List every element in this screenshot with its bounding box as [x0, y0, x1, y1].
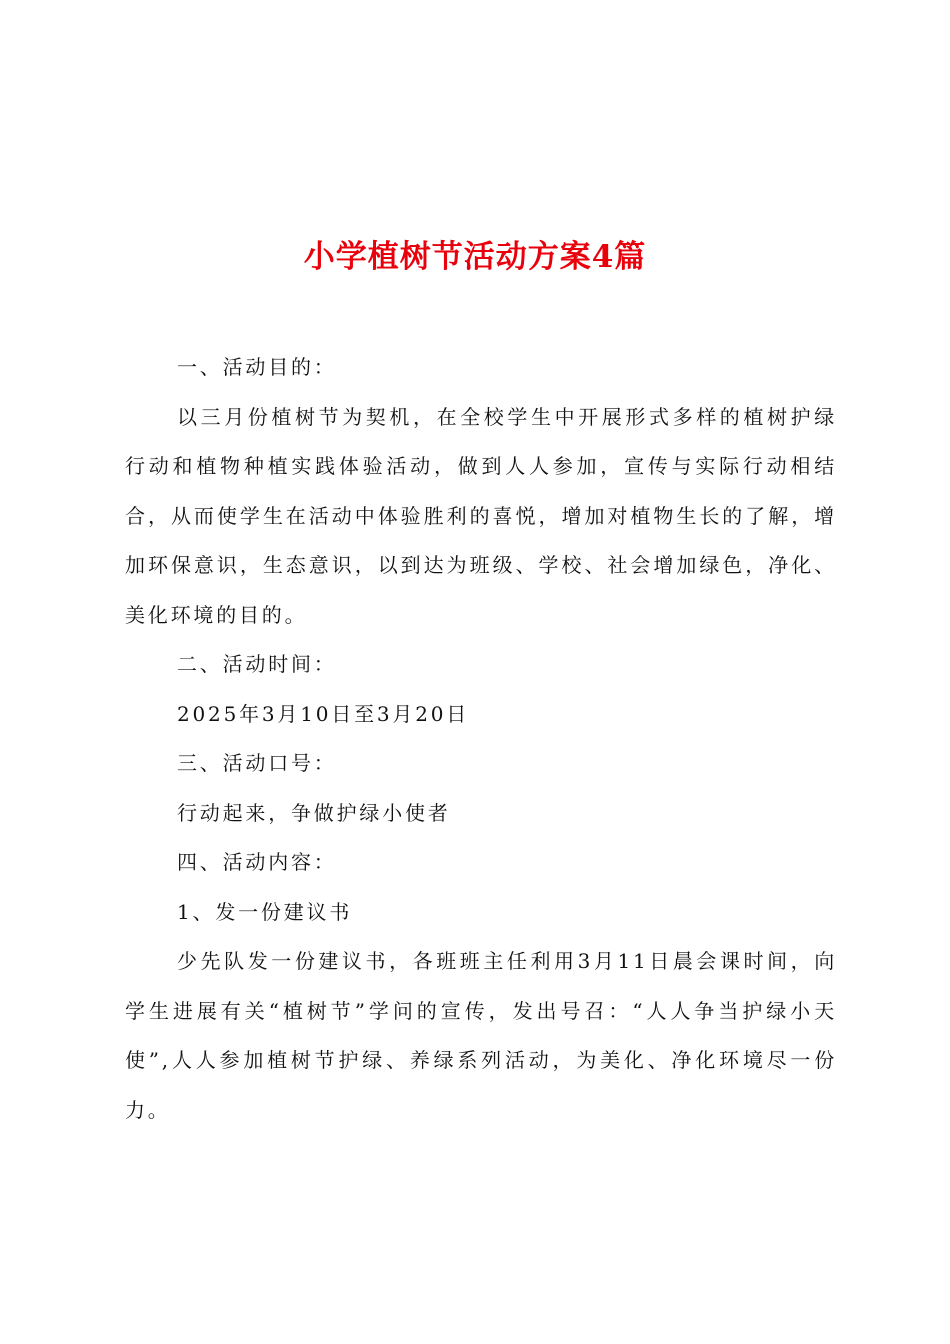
section-heading-time: 二、活动时间： — [177, 652, 337, 676]
section-heading-content: 四、活动内容： — [177, 850, 337, 874]
document-body — [125, 343, 837, 1135]
paragraph-purpose: 以三月份植树节为契机，在全校学生中开展形式多样的植树护绿行动和植物种植实践体验活动，做到人人参加，宣传与实际行动相结合，从而使学生在活动中体验胜利的喜悦，增加对植物生长的了解，增加环保意识，生态意识，以到达为班级、学校、社会增加绿色，净化、美化环境的目的。 — [125, 404, 837, 627]
paragraph-proposal: 少先队发一份建议书，各班班主任利用3月11日晨会课时间，向学生进展有关“植树节”学问的宣传，发出号召：“人人争当护绿小天使”,人人参加植树节护绿、养绿系列活动，为美化、净化环境尽一份力。 — [125, 949, 837, 1122]
subsection-heading-proposal: 1、发一份建议书 — [177, 899, 353, 924]
paragraph-slogan: 行动起来，争做护绿小使者 — [177, 800, 451, 825]
document-title: 小学植树节活动方案4篇 — [303, 238, 647, 275]
paragraph-time: 2025年3月10日至3月20日 — [177, 701, 470, 726]
section-heading-slogan: 三、活动口号： — [177, 751, 337, 775]
section-heading-purpose: 一、活动目的： — [177, 355, 337, 379]
